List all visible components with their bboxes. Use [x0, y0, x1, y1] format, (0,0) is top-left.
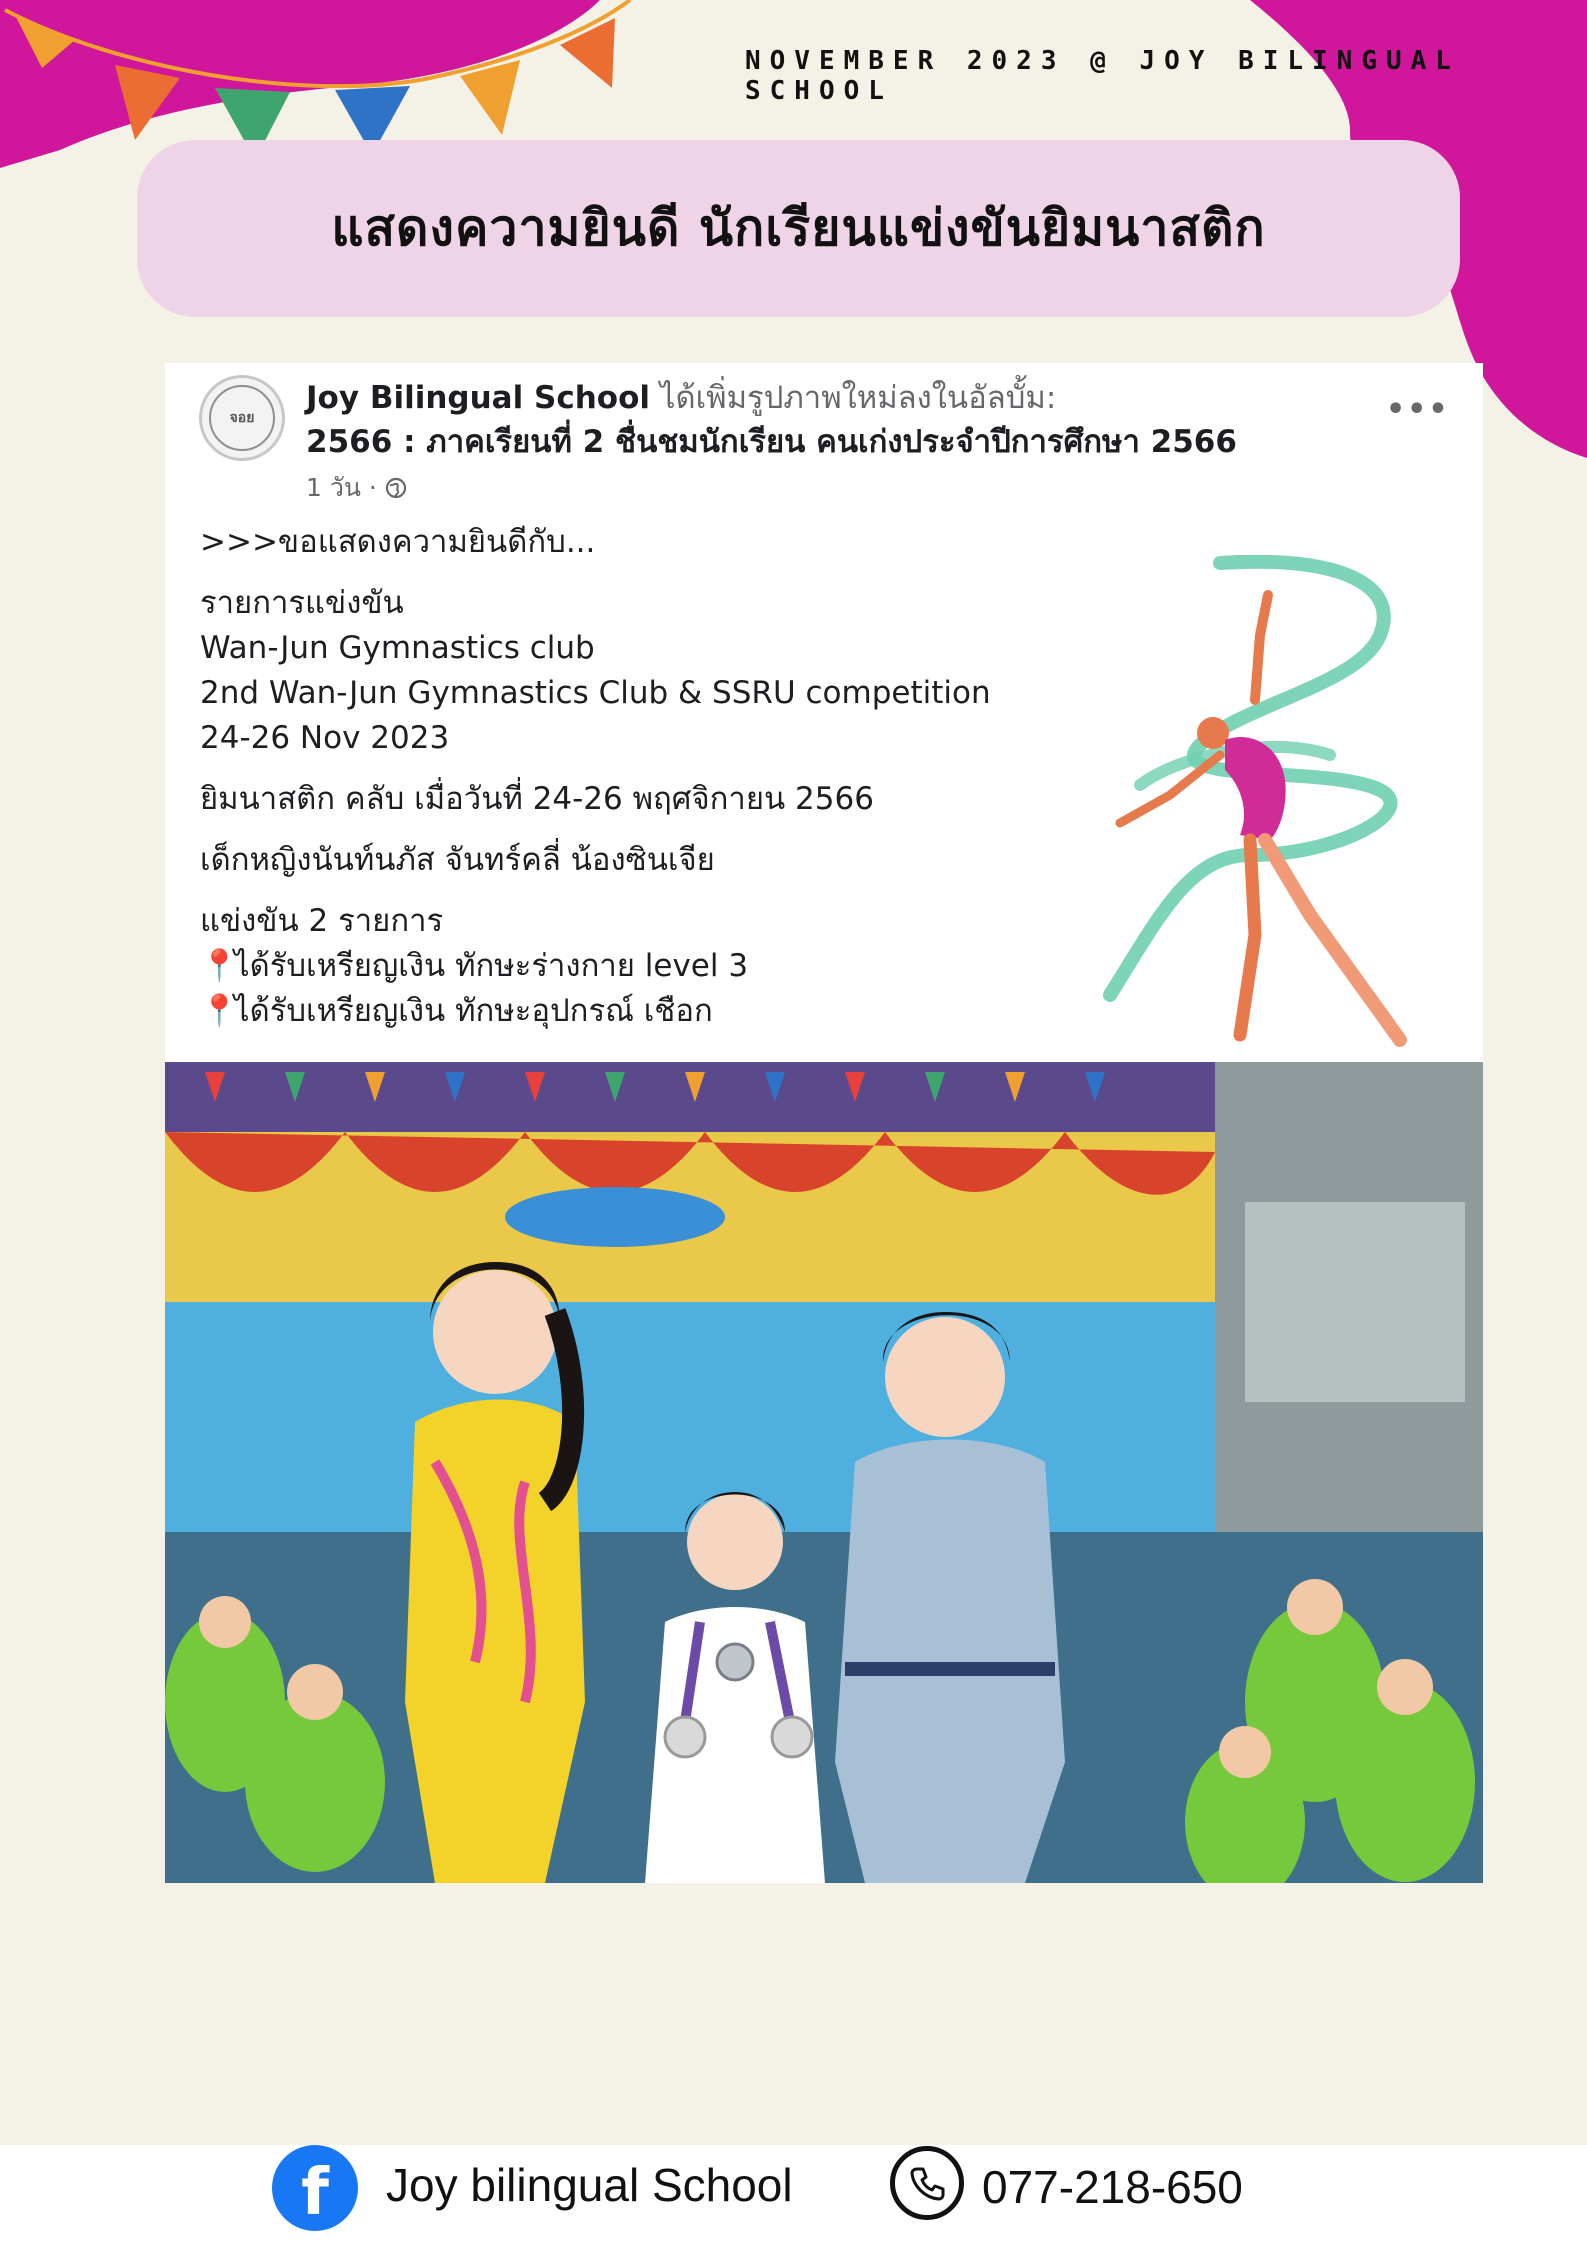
page-avatar[interactable] [199, 375, 285, 461]
title-banner [137, 140, 1460, 317]
post-header [306, 376, 1237, 464]
facebook-icon[interactable]: f [272, 2145, 358, 2231]
post-action-text: ได้เพิ่มรูปภาพใหม่ลงในอัลบั้ม: [650, 380, 1057, 416]
album-link[interactable]: 2566 : ภาคเรียนที่ 2 ชื่นชมนักเรียน คนเก่งประจำปีการศึกษา 2566 [306, 424, 1237, 460]
post-line-student: เด็กหญิงนันท์นภัส จันทร์คลี่ น้องซินเจีย [200, 842, 715, 878]
page-name-link[interactable]: Joy Bilingual School [306, 380, 650, 416]
award-photo-scene [165, 1062, 1483, 1883]
post-line-event-thai: ยิมนาสติก คลับ เมื่อวันที่ 24-26 พฤศจิกายน 2566 [200, 781, 874, 817]
award-1-text: ได้รับเหรียญเงิน ทักษะร่างกาย level 3 [234, 948, 749, 984]
phone-glyph [907, 2163, 947, 2203]
post-line-competition: 2nd Wan-Jun Gymnastics Club & SSRU competition [200, 675, 991, 711]
post-line-award-2 [200, 989, 1100, 1034]
more-options-button[interactable]: ••• [1386, 392, 1450, 427]
gymnast-illustration [1080, 555, 1440, 1055]
award-2-text: ได้รับเหรียญเงิน ทักษะอุปกรณ์ เชือก [234, 993, 713, 1029]
event-photo[interactable] [165, 1062, 1483, 1883]
phone-icon [890, 2146, 964, 2220]
post-line-dates: 24-26 Nov 2023 [200, 720, 450, 756]
page-title: แสดงความยินดี นักเรียนแข่งขันยิมนาสติก [331, 199, 1266, 257]
post-body [200, 520, 1100, 1034]
post-timestamp[interactable] [306, 468, 407, 508]
facebook-page-label[interactable]: Joy bilingual School [386, 2159, 793, 2211]
globe-icon [385, 477, 407, 499]
pushpin-icon: 📍 [200, 948, 239, 984]
post-line-count: แข่งขัน 2 รายการ [200, 903, 444, 939]
pushpin-icon: 📍 [200, 993, 239, 1029]
phone-number[interactable]: 077-218-650 [982, 2161, 1243, 2213]
timestamp-text: 1 วัน · [306, 473, 385, 502]
issue-masthead: NOVEMBER 2023 @ JOY BILINGUAL SCHOOL [745, 46, 1460, 106]
post-line-intro: >>>ขอแสดงความยินดีกับ... [200, 524, 596, 560]
post-line-club: Wan-Jun Gymnastics club [200, 630, 595, 666]
footer-bar [0, 2145, 1587, 2245]
school-logo: จอย [209, 385, 275, 451]
post-line-award-1 [200, 944, 1100, 989]
post-line-competition-heading: รายการแข่งขัน [200, 585, 404, 621]
